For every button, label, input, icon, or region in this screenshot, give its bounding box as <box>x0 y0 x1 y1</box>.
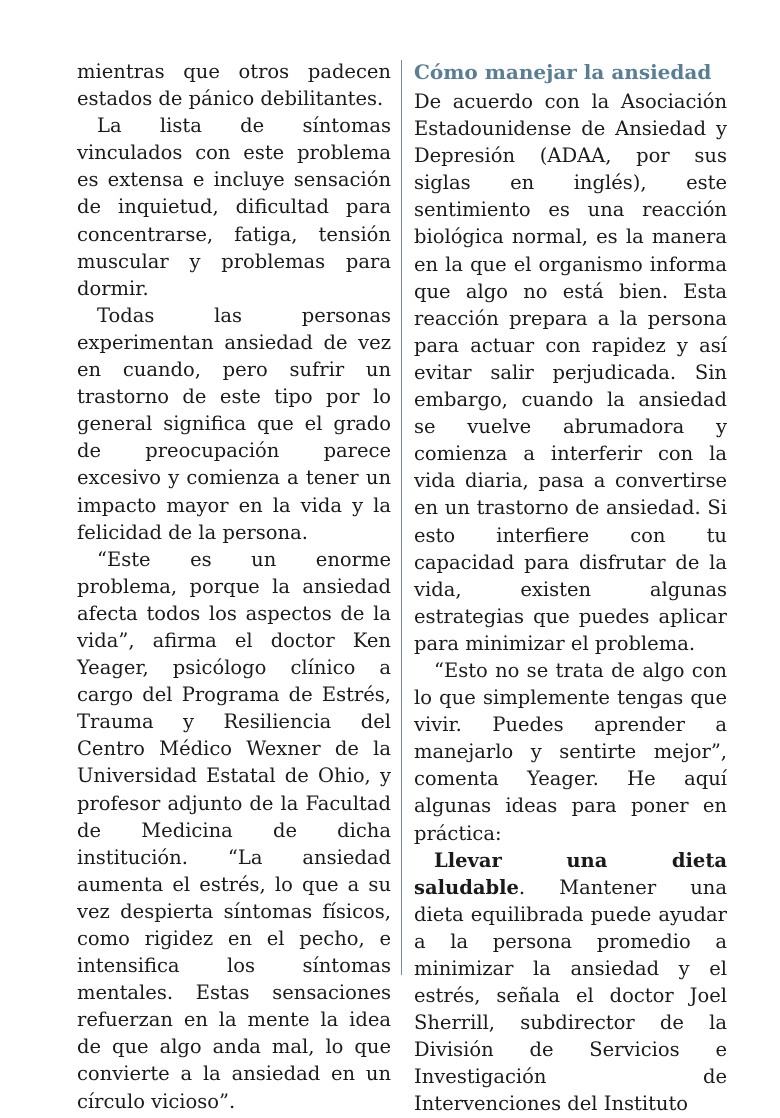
body-paragraph: Todas las personas experimentan ansiedad de vez en cuando, pero sufrir un trastorno de este tipo por lo general significa que el grado de preocupación parece excesivo y comienza a tener un impacto mayor en la vida y la felicidad de la persona. <box>77 303 391 544</box>
column-divider <box>401 60 402 975</box>
right-column <box>414 58 727 1118</box>
body-paragraph: “Esto no se trata de algo con lo que simplemente tengas que vivir. Puedes aprender a manejarlo y sentirte mejor”, comenta Yeager. He aquí algunas ideas para poner en práctica: <box>414 658 727 845</box>
body-paragraph: De acuerdo con la Asociación Estadounidense de Ansiedad y Depresión (ADAA, por sus siglas en inglés), este sentimiento es una reacción biológica normal, es la manera en la que el organismo informa que algo no está bien. Esta reacción prepara a la persona para actuar con rapidez y así evitar salir perjudicada. Sin embargo, cuando la ansiedad se vuelve abrumadora y comienza a interferir con la vida diaria, pasa a convertirse en un trastorno de ansiedad. Si esto interfiere con tu capacidad para disfrutar de la vida, existen algunas estrategias que puedes aplicar para minimizar el problema. <box>414 90 727 655</box>
body-paragraph: “Este es un enorme problema, porque la ansiedad afecta todos los aspectos de la vida”, afirma el doctor Ken Yeager, psicólogo clínico a cargo del Programa de Estrés, Trauma y Resiliencia del Centro Médico Wexner de la Universidad Estatal de Ohio, y profesor adjunto de la Facultad de Medicina de dicha institución. “La ansiedad aumenta el estrés, lo que a su vez despierta síntomas físicos, como rigidez en el pecho, e intensifica los síntomas mentales. Estas sensaciones refuerzan en la mente la idea de que algo anda mal, lo que convierte a la ansiedad en un círculo vicioso”. <box>77 547 391 1113</box>
body-paragraph: La lista de síntomas vinculados con este problema es extensa e incluye sensación de inquietud, dificultad para concentrarse, fatiga, tensión muscular y problemas para dormir. <box>77 114 391 300</box>
tip-body: . Mantener una dieta equilibrada puede ayudar a la persona promedio a minimizar la ansiedad y el estrés, señala el doctor Joel Sherrill, subdirector de la División de Servicios e Investigación de Intervenciones del Instituto <box>414 875 727 1116</box>
tip-lead: Llevar una dieta saludable <box>414 848 727 899</box>
tip-paragraph <box>414 847 727 1118</box>
body-paragraph: mientras que otros padecen estados de pánico debilitantes. <box>77 60 391 111</box>
section-heading: Cómo manejar la ansiedad <box>414 60 712 84</box>
left-column <box>77 58 391 1115</box>
